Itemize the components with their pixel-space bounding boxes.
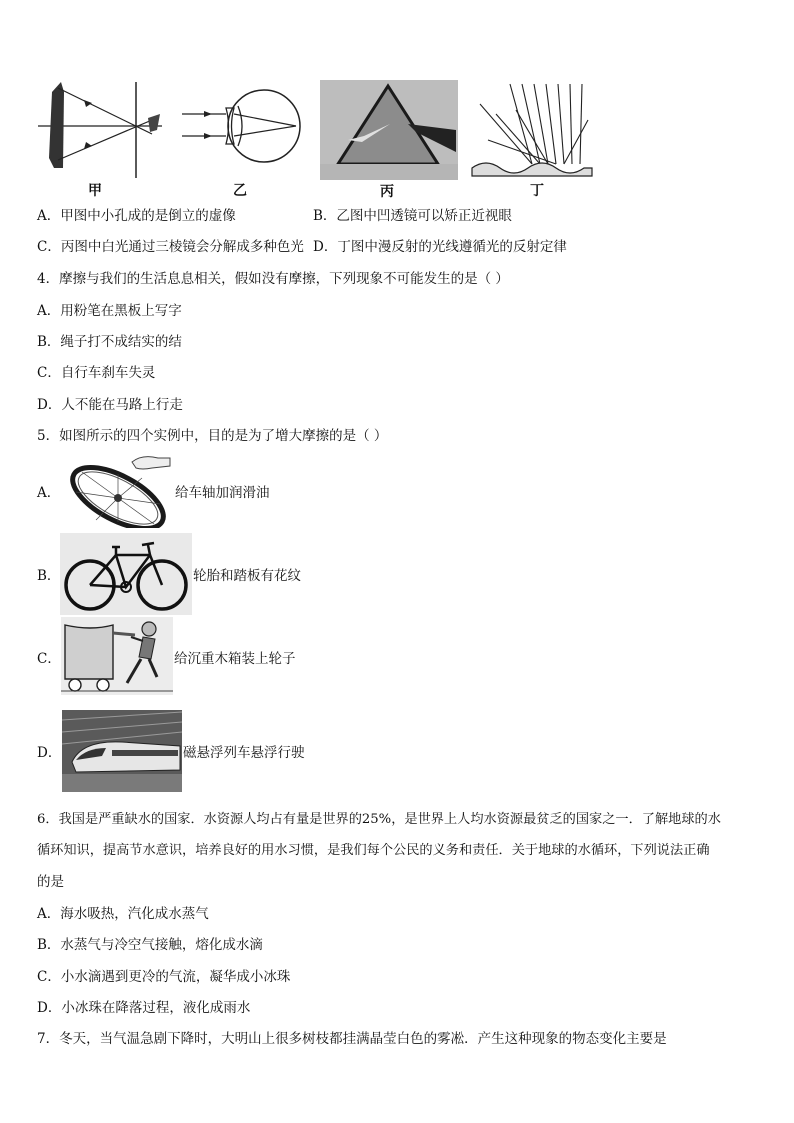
- q4-option-c: C．自行车刹车失灵: [37, 365, 156, 381]
- figure-label-ding: 丁: [530, 183, 544, 199]
- figure-jia-pinhole: [36, 80, 164, 180]
- q6-option-d: D．小冰珠在降落过程，液化成雨水: [37, 1000, 251, 1016]
- q4-option-a: A．用粉笔在黑板上写字: [37, 303, 182, 319]
- q5-option-c-text: 给沉重木箱装上轮子: [174, 651, 296, 667]
- q4-option-b: B．绳子打不成结实的结: [37, 334, 182, 350]
- wheeled-box-image: [61, 617, 173, 695]
- wheel-lubrication-image: [62, 452, 174, 528]
- q6-option-b: B．水蒸气与冷空气接触，熔化成水滴: [37, 937, 263, 953]
- figure-label-bing: 丙: [380, 184, 394, 200]
- figure-label-jia: 甲: [88, 183, 102, 199]
- q4-stem: 4．摩擦与我们的生活息息相关，假如没有摩擦，下列现象不可能发生的是（ ）: [37, 271, 509, 287]
- q6-stem-line-1: 6．我国是严重缺水的国家．水资源人均占有量是世界的25%，是世界上人均水资源最贫乏的国家之一．了解地球的水: [37, 812, 721, 827]
- q5-option-d-text: 磁悬浮列车悬浮行驶: [183, 745, 305, 761]
- q5-option-b-text: 轮胎和踏板有花纹: [193, 568, 301, 584]
- q5-option-c-letter: C．: [37, 651, 61, 667]
- q3-option-d: D．丁图中漫反射的光线遵循光的反射定律: [313, 239, 567, 255]
- figure-yi-eye-lens: [176, 84, 306, 174]
- q5-option-d-letter: D．: [37, 745, 62, 761]
- q7-stem: 7．冬天，当气温急剧下降时，大明山上很多树枝都挂满晶莹白色的雾凇．产生这种现象的物态变化主要是: [37, 1031, 667, 1047]
- q5-stem: 5．如图所示的四个实例中，目的是为了增大摩擦的是（ ）: [37, 428, 388, 444]
- figure-bing-prism: [320, 80, 458, 180]
- q5-option-a-letter: A．: [37, 485, 61, 501]
- q6-option-c: C．小水滴遇到更冷的气流，凝华成小冰珠: [37, 969, 291, 985]
- maglev-train-image: [62, 710, 182, 792]
- bicycle-image: [60, 533, 192, 615]
- q6-stem-line-3: 的是: [37, 874, 64, 890]
- figure-ding-diffuse-reflection: [466, 80, 596, 180]
- q5-option-b-letter: B．: [37, 568, 61, 584]
- q6-option-a: A．海水吸热，汽化成水蒸气: [37, 906, 209, 922]
- q3-option-b: B．乙图中凹透镜可以矫正近视眼: [313, 208, 512, 224]
- q4-option-d: D．人不能在马路上行走: [37, 397, 183, 413]
- figure-label-yi: 乙: [233, 183, 247, 199]
- q5-option-a-text: 给车轴加润滑油: [175, 485, 270, 501]
- q6-stem-line-2: 循环知识，提高节水意识，培养良好的用水习惯，是我们每个公民的义务和责任．关于地球的水循环，下列说法正确: [37, 843, 710, 858]
- q3-option-a: A．甲图中小孔成的是倒立的虚像: [37, 208, 236, 224]
- q3-option-c: C．丙图中白光通过三棱镜会分解成多种色光: [37, 239, 304, 255]
